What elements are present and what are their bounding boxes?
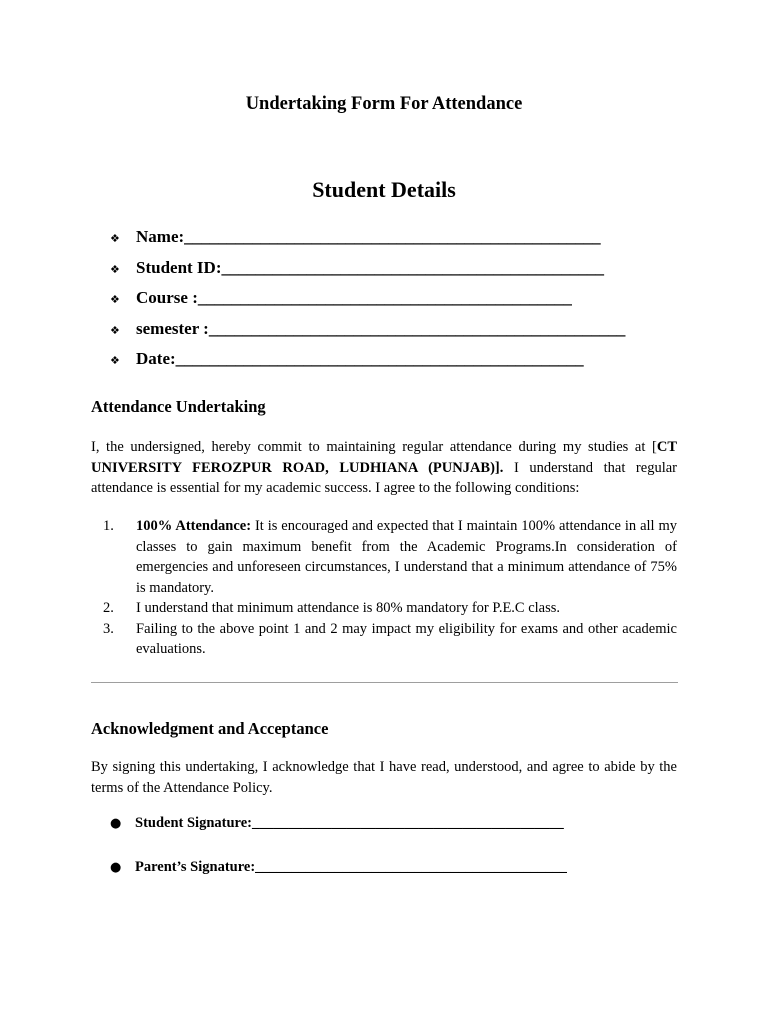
attendance-undertaking-heading: Attendance Undertaking xyxy=(91,397,266,416)
institution-name: CT UNIVERSITY FEROZPUR ROAD, LUDHIANA (PUNJAB)]. xyxy=(91,439,677,476)
field-blank: ________________________________________________ xyxy=(175,349,584,368)
signature-label: Student Signature: xyxy=(135,815,252,831)
signature-label: Parent’s Signature: xyxy=(135,859,256,875)
conditions-list xyxy=(91,516,677,660)
condition-text: It is encouraged and expected that I maintain 100% attendance in all my classes to gain maximum benefit from the Academic Programs.In consideration of emergencies and unforeseen circumstances, I understand that a minimum attendance of 75% is mandatory. xyxy=(136,518,677,596)
acknowledgment-text: By signing this undertaking, I acknowledge that I have read, understood, and agree to abide by the terms of the Attendance Policy. xyxy=(91,759,677,796)
field-blank: _____________________________________________ xyxy=(221,257,604,277)
field-course xyxy=(110,288,625,319)
undertaking-intro xyxy=(91,437,677,499)
condition-item xyxy=(91,619,677,660)
field-blank: _________________________________________________ xyxy=(208,318,626,338)
field-label: semester : xyxy=(136,318,209,338)
intro-after: I understand that regular attendance is essential for my academic success. I agree to the following conditions: xyxy=(91,459,677,496)
condition-number: 1. xyxy=(103,518,114,534)
student-details-list xyxy=(110,227,625,380)
student-details-heading: Student Details xyxy=(312,177,456,202)
condition-number: 2. xyxy=(103,600,114,616)
field-date xyxy=(110,349,625,380)
diamond-bullet-icon: ❖ xyxy=(110,323,120,337)
field-label: Name: xyxy=(136,227,185,246)
diamond-bullet-icon: ❖ xyxy=(110,293,120,306)
condition-text: Failing to the above point 1 and 2 may impact my eligibility for exams and other academic evaluations. xyxy=(136,620,677,657)
signature-blank: ___________________________________________ xyxy=(251,815,564,831)
field-label: Course : xyxy=(136,288,198,307)
diamond-bullet-icon: ❖ xyxy=(110,232,120,245)
signature-list xyxy=(110,815,567,903)
round-bullet-icon: ● xyxy=(110,860,122,875)
field-blank: ____________________________________________ xyxy=(197,288,572,307)
condition-item xyxy=(91,598,677,619)
round-bullet-icon: ● xyxy=(110,816,122,831)
form-title: Undertaking Form For Attendance xyxy=(245,94,523,114)
condition-number: 3. xyxy=(103,620,114,637)
acknowledgment-heading: Acknowledgment and Acceptance xyxy=(91,719,329,738)
field-student-id xyxy=(110,258,625,289)
horizontal-divider xyxy=(91,682,678,683)
field-blank: _________________________________________________ xyxy=(184,227,601,246)
intro-before: I, the undersigned, hereby commit to maintaining regular attendance during my studies at [ xyxy=(91,439,657,455)
parent-signature-line xyxy=(110,859,567,903)
condition-bold: 100% Attendance: xyxy=(136,518,252,534)
condition-item xyxy=(91,516,677,598)
field-label: Date: xyxy=(136,349,176,368)
field-label: Student ID: xyxy=(136,257,222,277)
signature-blank: ___________________________________________ xyxy=(255,859,567,875)
condition-text: I understand that minimum attendance is 80% mandatory for P.E.C class. xyxy=(136,600,561,616)
diamond-bullet-icon: ❖ xyxy=(110,262,120,276)
diamond-bullet-icon: ❖ xyxy=(110,354,120,367)
student-signature-line xyxy=(110,815,567,859)
field-semester xyxy=(110,319,625,350)
field-name xyxy=(110,227,625,258)
